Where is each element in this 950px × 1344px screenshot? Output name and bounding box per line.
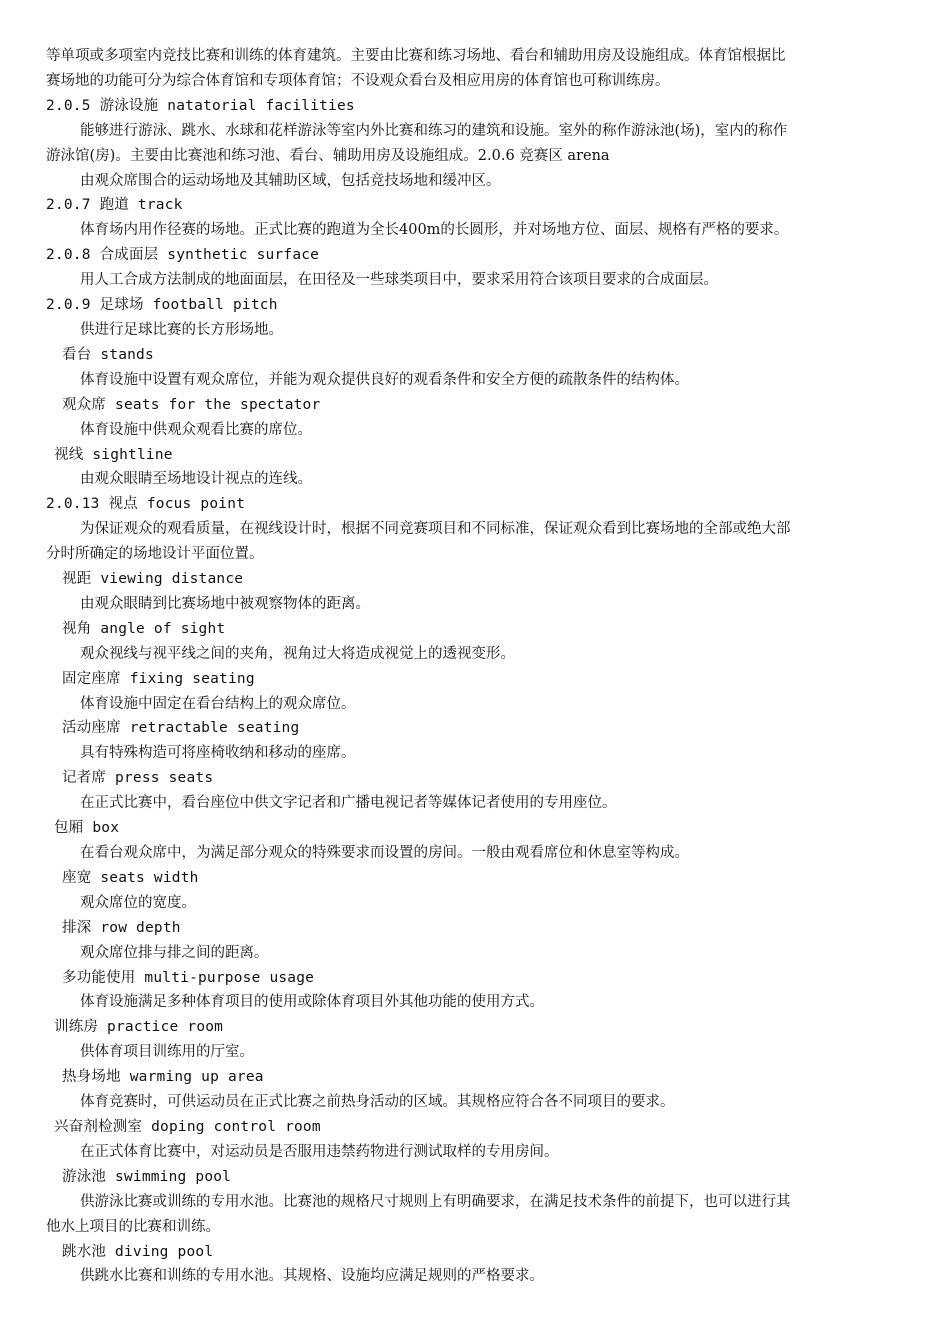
term-heading: 活动座席 retractable seating <box>62 720 300 737</box>
term-heading: 游泳池 swimming pool <box>62 1168 232 1185</box>
definition-text: 体育竞赛时，可供运动员在正式比赛之前热身活动的区域。其规格应符合各不同项目的要求。 <box>80 1094 675 1111</box>
definition-text: 观众视线与视平线之间的夹角，视角过大将造成视觉上的透视变形。 <box>80 645 515 662</box>
paragraph-continuation: 等单项或多项室内竞技比赛和训练的体育建筑。主要由比赛和练习场地、看台和辅助用房及设施组成。体育馆根据比 <box>46 48 786 64</box>
definition-text: 为保证观众的观看质量，在视线设计时，根据不同竞赛项目和不同标准，保证观众看到比赛场地的全部或绝大部 <box>80 521 791 538</box>
paragraph-continuation: 赛场地的功能可分为综合体育馆和专项体育馆；不设观众看台及相应用房的体育馆也可称训练房。 <box>46 72 670 89</box>
definition-text: 由观众眼睛至场地设计视点的连线。 <box>80 471 312 488</box>
term-heading: 跳水池 diving pool <box>62 1243 214 1260</box>
term-heading: 视角 angle of sight <box>62 620 226 637</box>
term-heading: 观众席 seats for the spectator <box>62 396 321 413</box>
definition-text: 由观众席围合的运动场地及其辅助区域，包括竞技场地和缓冲区。 <box>80 172 501 189</box>
paragraph-continuation: 他水上项目的比赛和训练。 <box>46 1218 220 1235</box>
numbered-term-heading: 2.0.8 合成面层 synthetic surface <box>46 247 320 264</box>
definition-text: 在正式体育比赛中，对运动员是否服用违禁药物进行测试取样的专用房间。 <box>80 1143 559 1160</box>
definition-text: 体育场内用作径赛的场地。正式比赛的跑道为全长400m的长圆形，并对场地方位、面层、规格有严格的要求。 <box>80 222 789 239</box>
document-body <box>46 44 904 1289</box>
definition-text: 供体育项目训练用的厅室。 <box>80 1044 254 1061</box>
term-heading: 座宽 seats width <box>62 869 199 886</box>
definition-text: 具有特殊构造可将座椅收纳和移动的座席。 <box>80 745 356 762</box>
numbered-term-heading: 2.0.13 视点 focus point <box>46 496 246 513</box>
term-heading: 视线 sightline <box>54 446 173 463</box>
definition-text: 体育设施满足多种体育项目的使用或除体育项目外其他功能的使用方式。 <box>80 994 544 1011</box>
term-heading: 热身场地 warming up area <box>62 1069 264 1086</box>
definition-text: 观众席位的宽度。 <box>80 894 196 911</box>
paragraph-continuation: 分时所确定的场地设计平面位置。 <box>46 546 264 563</box>
definition-text: 供跳水比赛和训练的专用水池。其规格、设施均应满足规则的严格要求。 <box>80 1268 544 1285</box>
definition-text: 由观众眼睛到比赛场地中被观察物体的距离。 <box>80 595 370 612</box>
paragraph-continuation: 游泳馆(房)。主要由比赛池和练习池、看台、辅助用房及设施组成。2.0.6 竞赛区 arena <box>46 147 610 164</box>
term-heading: 视距 viewing distance <box>62 571 244 588</box>
numbered-term-heading: 2.0.7 跑道 track <box>46 197 183 214</box>
term-heading: 看台 stands <box>62 346 154 363</box>
definition-text: 体育设施中固定在看台结构上的观众席位。 <box>80 695 356 712</box>
definition-text: 在看台观众席中，为满足部分观众的特殊要求而设置的房间。一般由观看席位和休息室等构成。 <box>80 845 689 861</box>
term-heading: 固定座席 fixing seating <box>62 670 255 687</box>
definition-text: 体育设施中设置有观众席位，并能为观众提供良好的观看条件和安全方便的疏散条件的结构体。 <box>80 371 689 388</box>
numbered-term-heading: 2.0.5 游泳设施 natatorial facilities <box>46 97 355 114</box>
definition-text: 供游泳比赛或训练的专用水池。比赛池的规格尺寸规则上有明确要求，在满足技术条件的前提下，也可以进行其 <box>80 1193 791 1210</box>
numbered-term-heading: 2.0.9 足球场 football pitch <box>46 297 278 314</box>
term-heading: 训练房 practice room <box>54 1019 224 1036</box>
definition-text: 用人工合成方法制成的地面面层，在田径及一些球类项目中，要求采用符合该项目要求的合成面层。 <box>80 272 718 289</box>
definition-text: 在正式比赛中，看台座位中供文字记者和广播电视记者等媒体记者使用的专用座位。 <box>80 795 617 812</box>
definition-text: 体育设施中供观众观看比赛的席位。 <box>80 421 312 438</box>
term-heading: 记者席 press seats <box>62 770 214 787</box>
term-heading: 多功能使用 multi-purpose usage <box>62 969 315 986</box>
definition-text: 能够进行游泳、跳水、水球和花样游泳等室内外比赛和练习的建筑和设施。室外的称作游泳池(场)，室内的称作 <box>80 122 788 139</box>
term-heading: 排深 row depth <box>62 919 181 936</box>
term-heading: 兴奋剂检测室 doping control room <box>54 1118 321 1135</box>
definition-text: 供进行足球比赛的长方形场地。 <box>80 321 283 338</box>
definition-text: 观众席位排与排之间的距离。 <box>80 944 269 961</box>
term-heading: 包厢 box <box>54 820 120 837</box>
